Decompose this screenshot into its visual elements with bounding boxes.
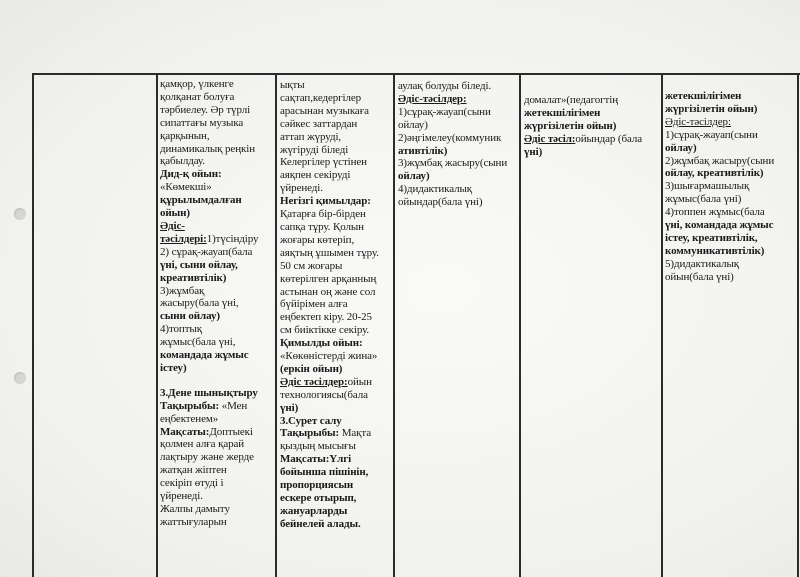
text-line: ойын) bbox=[160, 207, 190, 220]
text-line: см биіктікке секіру. bbox=[280, 324, 370, 337]
text-line: үні) bbox=[524, 145, 543, 158]
text-line: үйрeнеді. bbox=[160, 490, 203, 503]
text-line: Мақсаты:Доптыекі bbox=[160, 425, 253, 438]
text-line: 3.Дене шынықтыру bbox=[160, 386, 258, 399]
text-line: 2)жұмбақ жасыру(сыни bbox=[665, 154, 775, 167]
text-line: қарқынын, bbox=[160, 129, 210, 142]
text-line: жасыру(бала үні, bbox=[160, 297, 239, 310]
text-line bbox=[160, 375, 274, 387]
text-line: бойынша пішінін, bbox=[280, 466, 369, 479]
text-line: қолқанат болуға bbox=[160, 90, 235, 103]
text-line: 2) сұрақ-жауап(бала bbox=[160, 245, 253, 258]
text-line: қамқор, үлкенге bbox=[160, 78, 234, 90]
text-line: ойын(бала үні) bbox=[665, 270, 734, 283]
text-line: аяқпен секіруді bbox=[280, 169, 351, 182]
text-line: 4)топпен жұмыс(бала bbox=[665, 206, 765, 219]
text-line: Мақсаты:Үлгі bbox=[280, 453, 352, 466]
text-line: ативтілік) bbox=[398, 144, 448, 157]
text-line: көтерілген арқанның bbox=[280, 272, 377, 285]
text-line: Әдіс тәсілдер:ойын bbox=[280, 375, 372, 388]
text-line: Негізгі қимылдар: bbox=[280, 195, 371, 208]
text-line: лақтыру және жерде bbox=[160, 451, 254, 464]
column-divider bbox=[275, 73, 277, 577]
table-left-border bbox=[32, 73, 34, 577]
text-line: аттап жүруді, bbox=[280, 130, 342, 143]
text-line: аулақ болуды біледі. bbox=[398, 80, 492, 92]
text-line: домалат»(педагогтің bbox=[524, 94, 619, 106]
text-line: ойындар(бала үні) bbox=[398, 196, 483, 209]
text-line: 3)жұмбақ жасыру(сыни bbox=[398, 157, 508, 170]
text-line: арасынан музыкаға bbox=[280, 104, 369, 117]
text-line: қабылдау. bbox=[160, 155, 205, 168]
text-line: пропорциясын bbox=[280, 479, 354, 492]
text-line: 5)дидактикалық bbox=[665, 257, 739, 270]
text-line: ойлау, креативтілік) bbox=[665, 167, 764, 180]
text-line: еңбектенем» bbox=[160, 412, 219, 425]
text-line: Жалпы дамыту bbox=[160, 503, 230, 515]
table-top-border bbox=[32, 73, 800, 75]
text-line: үні, сыни ойлау, bbox=[160, 258, 238, 271]
text-line: Қимылды ойын: bbox=[280, 337, 363, 350]
text-line: жұмыс(бала үні, bbox=[160, 336, 236, 349]
text-line: 4)топтық bbox=[160, 323, 202, 336]
text-line: сапқа тұру. Қолын bbox=[280, 220, 364, 233]
text-line: Қатарға бір-бірден bbox=[280, 208, 366, 221]
column-divider bbox=[661, 73, 663, 577]
text-line: жатқан жіптен bbox=[160, 464, 227, 477]
text-line: үні, командада жұмыс bbox=[665, 219, 774, 232]
text-line: үні) bbox=[280, 401, 299, 414]
text-line: Тақырыбы: «Мен bbox=[160, 399, 248, 412]
text-line: динамикалық реңкін bbox=[160, 142, 255, 155]
column-divider bbox=[156, 73, 158, 577]
text-line: жануарларды bbox=[280, 504, 348, 517]
text-line: сипаттағы музыка bbox=[160, 116, 244, 129]
punch-hole bbox=[14, 372, 26, 384]
text-line: 2)әңгімелеу(коммуник bbox=[398, 131, 502, 144]
text-line: құрылымдалған bbox=[160, 194, 242, 207]
text-line: ескере отырып, bbox=[280, 492, 357, 504]
punch-hole bbox=[14, 208, 26, 220]
text-line: бейнелей алады. bbox=[280, 517, 361, 530]
text-line: істеу) bbox=[160, 361, 187, 374]
text-line: 1)сұрақ-жауап(сыни bbox=[398, 105, 491, 118]
text-line: еңбектеп кіру. 20-25 bbox=[280, 311, 372, 324]
text-line: Әдіс тәсіл:ойындар (бала bbox=[524, 132, 643, 145]
text-line: жетекшілігімен bbox=[524, 106, 601, 119]
cell-column-5 bbox=[665, 90, 796, 577]
text-line: астынан оң және сол bbox=[280, 285, 376, 298]
cell-column-4 bbox=[524, 94, 660, 577]
cell-column-2 bbox=[280, 79, 392, 577]
cell-column-1 bbox=[160, 78, 274, 577]
text-line: істеу, креативтілік, bbox=[665, 231, 758, 244]
text-line: «Көкөністерді жина» bbox=[280, 350, 378, 363]
text-line: 3)шығармашылық bbox=[665, 180, 750, 193]
text-line: жұмыс(бала үні) bbox=[665, 193, 742, 206]
text-line: тәсілдері:1)түсіндіру bbox=[160, 232, 259, 245]
text-line: үйренеді. bbox=[280, 182, 323, 195]
column-divider bbox=[393, 73, 395, 577]
text-line: коммуникативтілік) bbox=[665, 244, 765, 257]
column-divider bbox=[519, 73, 521, 577]
text-line: креативтілік) bbox=[160, 271, 227, 284]
text-line: (еркін ойын) bbox=[280, 362, 343, 375]
text-line: командада жұмыс bbox=[160, 349, 249, 362]
text-line: бүйірімен алға bbox=[280, 298, 348, 311]
text-line: Әдіс- bbox=[160, 219, 185, 232]
text-line: қолмен алға қарай bbox=[160, 438, 245, 451]
text-line: ойлау) bbox=[665, 141, 697, 154]
text-line: Әдіс-тәсілдер: bbox=[398, 92, 467, 105]
text-line: тәрбиелеу. Әр түрлі bbox=[160, 103, 251, 116]
text-line: жүргізілетін ойын) bbox=[524, 119, 617, 132]
text-line: секіріп өтуді і bbox=[160, 477, 224, 490]
text-line: жетекшілігімен bbox=[665, 90, 742, 102]
cell-column-3 bbox=[398, 80, 518, 577]
text-line: ойлау) bbox=[398, 170, 430, 183]
text-line: Келергілер үстінен bbox=[280, 156, 367, 169]
text-line: 50 см жоғары bbox=[280, 259, 343, 272]
text-line: жүргізілетін ойын) bbox=[665, 102, 758, 115]
text-line: сәйкес заттардан bbox=[280, 117, 358, 130]
text-line: аяқтың ұшымен тұру. bbox=[280, 246, 379, 259]
text-line: технологиясы(бала bbox=[280, 388, 368, 401]
text-line: 4)дидактикалық bbox=[398, 183, 472, 196]
text-line: жоғары көтеріп, bbox=[280, 233, 355, 246]
text-line: ойлау) bbox=[398, 118, 428, 131]
text-line: 3)жұмбақ bbox=[160, 284, 205, 297]
text-line: 3.Сурет салу bbox=[280, 414, 342, 427]
text-line: ықты bbox=[280, 79, 305, 91]
text-line: 1)сұрақ-жауап(сыни bbox=[665, 128, 758, 141]
text-line: сақтап,кедергілер bbox=[280, 91, 362, 104]
text-line: Дид-қ ойын: bbox=[160, 168, 222, 181]
text-line: жүгіруді біледі bbox=[280, 143, 349, 156]
text-line: Тақырыбы: Мақта bbox=[280, 427, 372, 440]
text-line: Әдіс-тәсілдер: bbox=[665, 115, 731, 128]
table-right-border bbox=[797, 73, 799, 577]
text-line: жаттығуларын bbox=[160, 515, 227, 528]
text-line: сыни ойлау) bbox=[160, 310, 220, 323]
text-line: қыздың мысығы bbox=[280, 440, 356, 453]
text-line: «Көмекші» bbox=[160, 181, 212, 194]
